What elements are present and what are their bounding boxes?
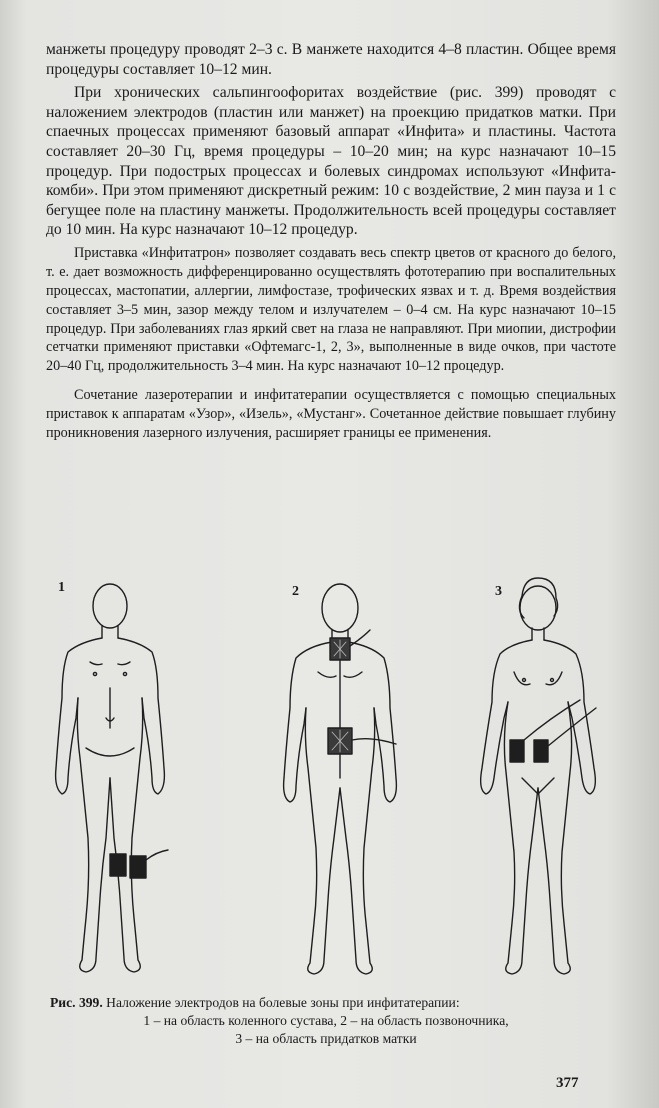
body-text (46, 40, 616, 443)
panel-label-2: 2 (292, 584, 299, 599)
paragraph-1: манжеты процедуру проводят 2–3 с. В манжете находится 4–8 пластин. Общее время процедуры составляет 10–12 мин. (46, 41, 616, 78)
paragraph-2: При хронических сальпингоофоритах воздействие (рис. 399) проводят с наложением электродов (пластин или манжет) на проекцию придатков матки. При спаечных процессах применяют базовый аппарат «Инфита» и пластины. Частота составляет 20–30 Гц, время процедуры – 10–20 мин; на курс назначают 10–15 процедур. При подострых процессах и болевых синдромах используют «Инфита-комби». При этом применяют дискретный режим: 10 с воздействие, 2 мин пауза и 1 с бегущее поле на пластину манжеты. Продолжительность всей процедуры составляет до 10 мин. На курс назначают 10–12 процедур. (46, 84, 616, 239)
figure-caption (46, 994, 606, 1048)
paragraph-4: Сочетание лазеротерапии и инфитатерапии осуществляется с помощью специальных приставок к аппаратам «Узор», «Изель», «Мустанг». Сочетанное действие повышает глубину проникновения лазерного излучения, расширяет границы ее применения. (46, 387, 616, 442)
figure-male-front (56, 584, 168, 972)
caption-label: Рис. 399. (50, 995, 103, 1010)
figure-back-view (284, 584, 397, 974)
page-number: 377 (556, 1075, 579, 1091)
caption-line-2: 1 – на область коленного сустава, 2 – на область позвоночника, (143, 1013, 509, 1028)
figure-female-front (481, 578, 596, 974)
caption-title: Наложение электродов на болевые зоны при инфитатерапии: (106, 995, 460, 1010)
panel-label-3: 3 (495, 584, 502, 599)
paragraph-3: Приставка «Инфитатрон» позволяет создавать весь спектр цветов от красного до белого, т. е. дает возможность дифференцированно осуществлять фототерапию при воспалительных процессах, мастопатии, аллергии, лимфостазе, трофических язвах и т. д. Время воздействия составляет 3–5 мин, зазор между телом и излучателем – 0–4 см. На курс назначают 10–15 процедур. При заболеваниях глаз яркий свет на глаза не направляют. При миопии, дистрофии сетчатки применяют приставки «Офтемагс-1, 2, 3», выполненные в виде очков, при частоте 20–40 Гц, продолжительность 3–4 мин. На курс назначают 10–12 процедур. (46, 244, 616, 375)
panel-label-1: 1 (58, 580, 65, 595)
figure-399 (40, 568, 620, 988)
electrode-placement-illustration (40, 568, 620, 988)
caption-line-3: 3 – на область придатков матки (235, 1031, 417, 1046)
